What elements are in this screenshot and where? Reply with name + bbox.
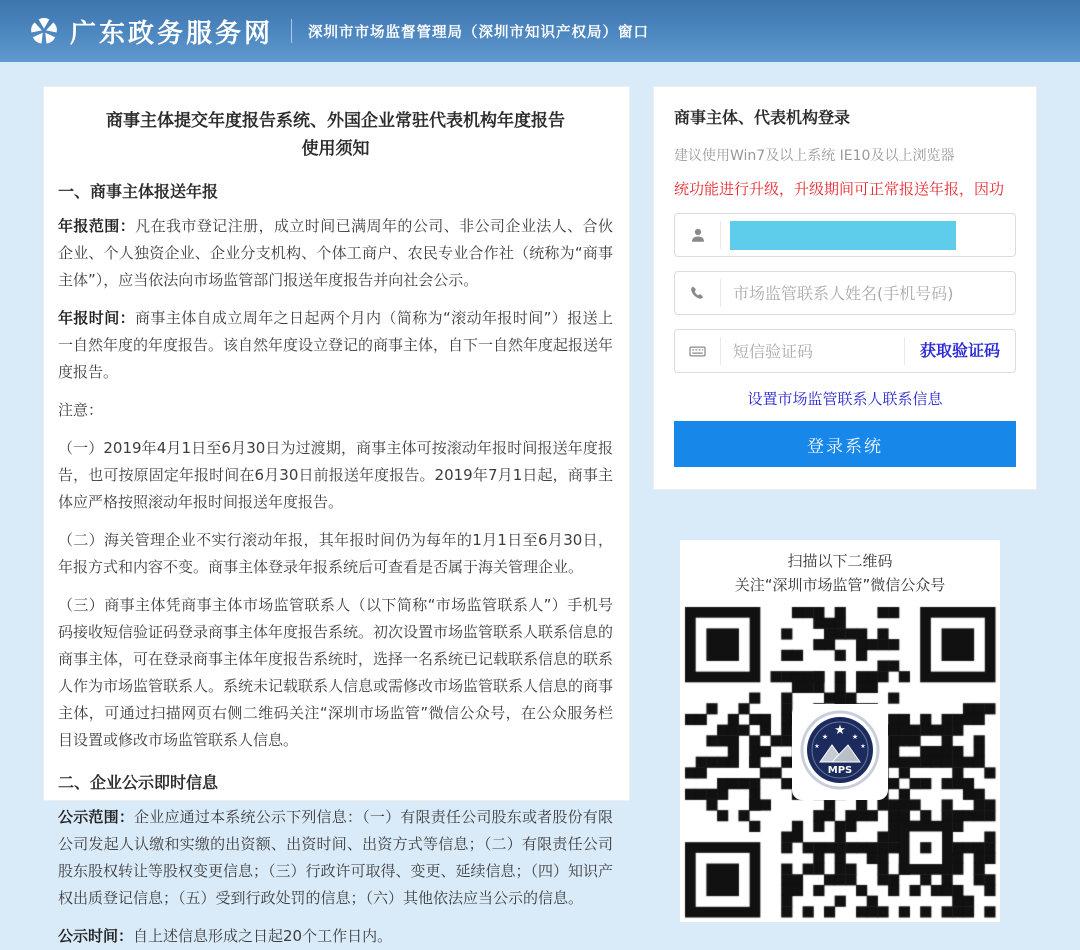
section1-heading: 一、商事主体报送年报: [58, 182, 219, 201]
notice-title-line2: 使用须知: [301, 139, 370, 159]
mps-badge-icon: [792, 704, 888, 800]
app-header: [0, 0, 1080, 62]
get-code-button[interactable]: 获取验证码: [904, 337, 1015, 365]
notice-panel: [43, 86, 630, 945]
qr-card: [680, 540, 1000, 922]
login-title: 商事主体、代表机构登录: [674, 108, 851, 127]
sms-code-input-row[interactable]: [674, 329, 1016, 373]
para-text: 企业应通过本系统公示下列信息：（一）有限责任公司股东或者股份有限公司发起人认缴和实缴的出资额、出资时间、出资方式等信息；（二）有限责任公司股东股权转让等股权变更信息；（三）行政许可取得、变更、延续信息；（四）知识产权出质登记信息；（五）受到行政处罚的信息；（六）其他依法应当公示的信息。: [58, 808, 614, 907]
login-button[interactable]: 登录系统: [674, 421, 1016, 467]
window-label: 深圳市市场监督管理局（深圳市知识产权局）窗口: [308, 24, 650, 41]
contact-input-row[interactable]: [674, 271, 1016, 315]
site-title[interactable]: 广东政务服务网: [70, 18, 274, 49]
svg-text:★: ★: [834, 723, 846, 738]
note-label: 注意：: [58, 401, 104, 419]
para-label: 年报时间：: [58, 309, 136, 327]
contact-name-input[interactable]: [721, 272, 1015, 314]
flower-logo-icon: [28, 15, 60, 47]
upgrade-alert-marquee: 统功能进行升级，升级期间可正常报送年报，因功: [674, 180, 1005, 198]
svg-text:★: ★: [821, 733, 829, 741]
svg-text:★: ★: [851, 733, 859, 741]
browser-hint: 建议使用Win7及以上系统 IE10及以上浏览器: [674, 148, 955, 164]
phone-icon: [675, 279, 721, 307]
login-card: [653, 86, 1037, 490]
right-column: [653, 86, 1037, 922]
account-input-row[interactable]: [674, 213, 1016, 257]
para-label: 公示范围：: [58, 808, 135, 826]
para-text: 商事主体自成立周年之日起两个月内（简称为“滚动年报时间”）报送上一自然年度的年度报告。该自然年度设立登记的商事主体，自下一自然年度起报送年度报告。: [58, 309, 614, 381]
svg-text:★: ★: [860, 743, 866, 750]
para-text: 凡在我市登记注册，成立时间已满周年的公司、非公司企业法人、合伙企业、个人独资企业、企业分支机构、个体工商户、农民专业合作社（统称为“商事主体”），应当依法向市场监管部门报送年度报告并向社会公示。: [58, 217, 613, 289]
qr-caption-line1: 扫描以下二维码: [787, 552, 893, 570]
annual-report-time: [58, 305, 613, 386]
notice-title-line1: 商事主体提交年度报告系统、外国企业常驻代表机构年度报告: [106, 111, 565, 131]
header-divider: [291, 19, 292, 43]
sms-code-input[interactable]: [721, 330, 904, 372]
mps-badge-text: MPS: [827, 765, 853, 776]
qr-caption-line2: 关注“深圳市场监管”微信公众号: [734, 576, 946, 594]
user-icon: [675, 221, 721, 249]
section2-heading: 二、企业公示即时信息: [58, 773, 219, 792]
publicity-scope: [58, 804, 613, 912]
annual-report-scope: [58, 213, 613, 294]
publicity-time: [58, 923, 613, 950]
para-text: 自上述信息形成之日起20个工作日内。: [133, 927, 393, 945]
page-body: [0, 62, 1080, 945]
notice-title: [58, 107, 613, 163]
set-contact-link[interactable]: 设置市场监管联系人联系信息: [747, 390, 943, 408]
keyboard-icon: [675, 337, 721, 365]
note-item-3: （三）商事主体凭商事主体市场监管联系人（以下简称“市场监管联系人”）手机号码接收短信验证码登录商事主体年度报告系统。初次设置市场监管联系人联系信息的商事主体，可在登录商事主体年度报告系统时，选择一名系统已记载联系信息的联系人作为市场监管联系人。系统未记载联系人信息或需修改市场监管联系人信息的商事主体，可通过扫描网页右侧二维码关注“深圳市场监管”微信公众号，在公众服务栏目设置或修改市场监管联系人信息。: [58, 596, 614, 749]
note-item-1: （一）2019年4月1日至6月30日为过渡期，商事主体可按滚动年报时间报送年度报告，也可按原固定年报时间在6月30日前报送年度报告。2019年7月1日起，商事主体应严格按照滚动年报时间报送年度报告。: [58, 439, 613, 511]
account-input[interactable]: [721, 214, 1015, 256]
para-label: 公示时间：: [58, 927, 134, 945]
note-item-2: （二）海关管理企业不实行滚动年报，其年报时间仍为每年的1月1日至6月30日，年报方式和内容不变。商事主体登录年报系统后可查看是否属于海关管理企业。: [58, 531, 613, 576]
qr-code: [680, 602, 1000, 922]
svg-text:★: ★: [814, 743, 820, 750]
para-label: 年报范围：: [58, 217, 136, 235]
